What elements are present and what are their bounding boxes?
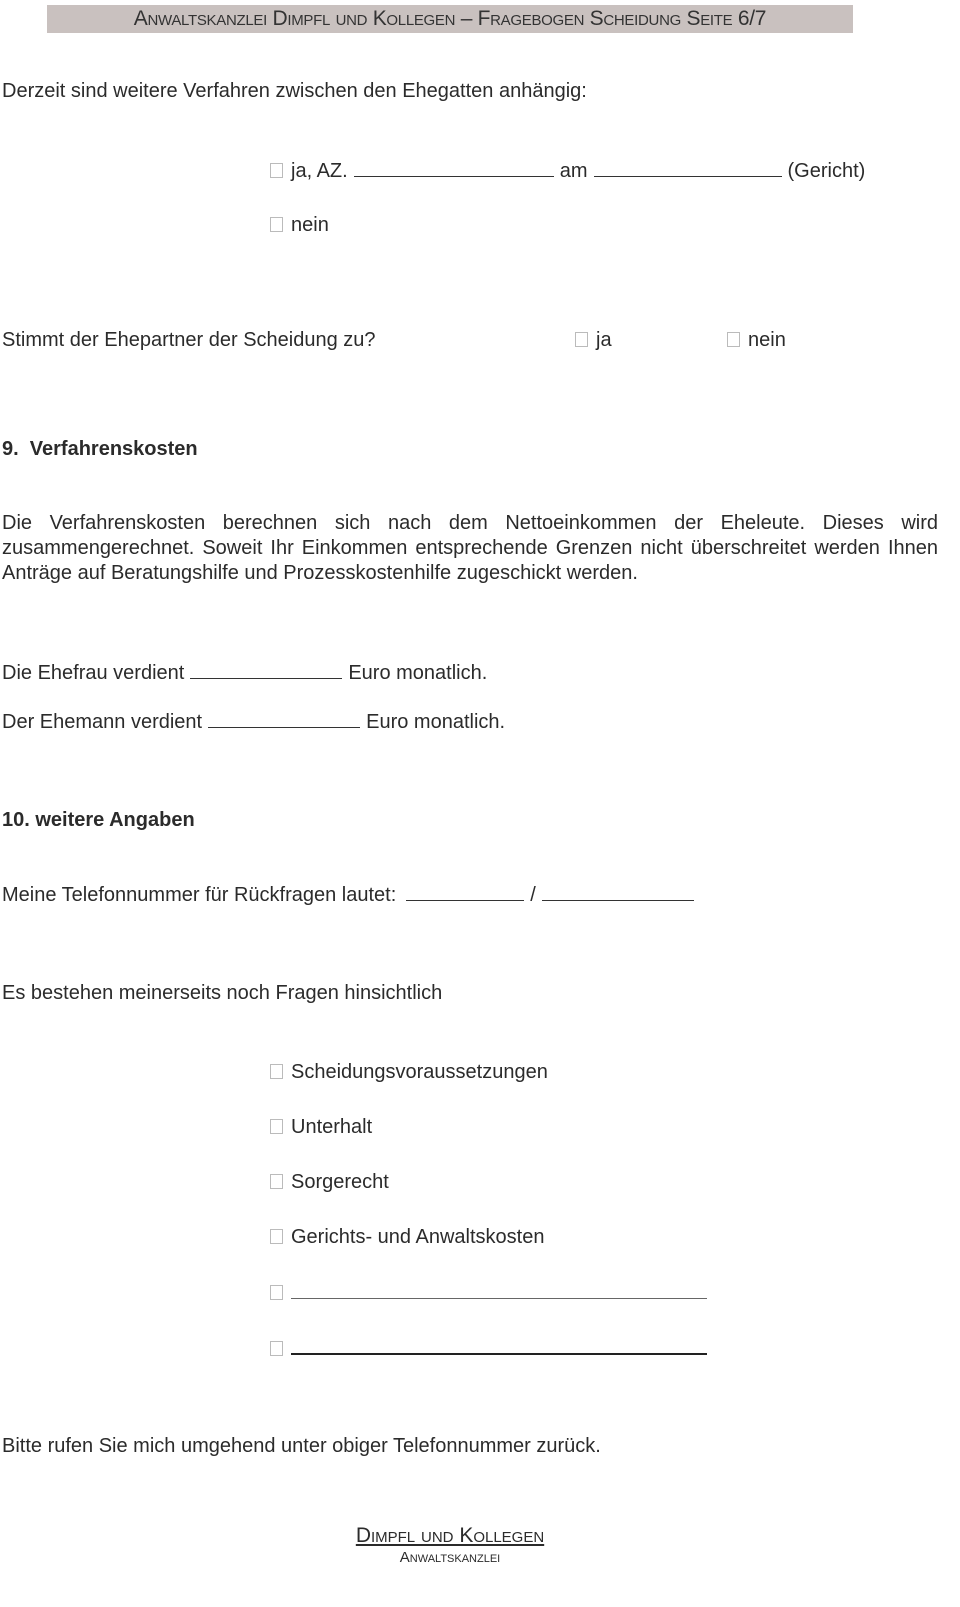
option-checkbox[interactable] — [270, 1064, 283, 1079]
verfahren-ja-row — [270, 158, 865, 183]
footer-name-wrap — [0, 1524, 900, 1548]
option-checkbox[interactable] — [270, 1229, 283, 1244]
am-label: am — [559, 160, 588, 182]
verfahren-question: Derzeit sind weitere Verfahren zwischen den Ehegatten anhängig: — [2, 80, 587, 102]
az-field[interactable] — [354, 158, 554, 177]
closing-text: Bitte rufen Sie mich umgehend unter obiger Telefonnummer zurück. — [2, 1435, 601, 1457]
ehefrau-income-row — [2, 660, 487, 685]
page-header: Anwaltskanzlei Dimpfl und Kollegen – Fragebogen Scheidung Seite 6/7 — [47, 5, 853, 33]
option-row-other — [270, 1280, 713, 1305]
euro-label: Euro monatlich. — [366, 711, 506, 733]
option-checkbox[interactable] — [270, 1119, 283, 1134]
ehemann-income-field[interactable] — [208, 709, 360, 728]
option-label: Gerichts- und Anwaltskosten — [291, 1226, 545, 1248]
phone-area-field[interactable] — [406, 882, 524, 901]
euro-label: Euro monatlich. — [348, 662, 488, 684]
nein-label: nein — [291, 214, 329, 236]
phone-separator: / — [530, 884, 536, 906]
ehefrau-label: Die Ehefrau verdient — [2, 662, 185, 684]
gericht-label: (Gericht) — [787, 160, 866, 182]
section-9-paragraph: Die Verfahrenskosten berechnen sich nach dem Nettoeinkommen der Eheleute. Dieses wird zusammengerechnet. Soweit Ihr Einkommen entsprechende Grenzen nicht überschreitet werden Ihnen Anträge auf Beratungshilfe und Prozesskostenhilfe zugeschickt werden. — [2, 512, 938, 584]
other-field[interactable] — [291, 1335, 707, 1355]
am-field[interactable] — [594, 158, 782, 177]
questions-intro: Es bestehen meinerseits noch Fragen hinsichtlich — [2, 982, 443, 1004]
option-label: Unterhalt — [291, 1116, 373, 1138]
footer-name: Dimpfl und Kollegen — [355, 1524, 545, 1547]
verfahren-nein-row — [270, 213, 329, 237]
option-label: Scheidungsvoraussetzungen — [291, 1061, 548, 1083]
ehemann-income-row — [2, 709, 505, 734]
zustimmung-ja-option — [575, 328, 612, 352]
zustimmung-nein-checkbox[interactable] — [727, 332, 740, 347]
zustimmung-ja-checkbox[interactable] — [575, 332, 588, 347]
option-row — [270, 1060, 548, 1084]
option-row — [270, 1170, 389, 1194]
zustimmung-nein-option — [727, 328, 786, 352]
phone-label: Meine Telefonnummer für Rückfragen lautet: — [2, 884, 397, 906]
verfahren-ja-checkbox[interactable] — [270, 163, 283, 178]
verfahren-nein-checkbox[interactable] — [270, 217, 283, 232]
ehemann-label: Der Ehemann verdient — [2, 711, 203, 733]
phone-number-field[interactable] — [542, 882, 694, 901]
section-10-heading: 10. weitere Angaben — [2, 809, 195, 831]
option-row — [270, 1115, 372, 1139]
ja-label: ja, AZ. — [291, 160, 348, 182]
phone-row — [2, 882, 700, 907]
option-row-other — [270, 1335, 713, 1361]
option-checkbox[interactable] — [270, 1285, 283, 1300]
option-row — [270, 1225, 544, 1249]
nein-label: nein — [748, 329, 786, 351]
ja-label: ja — [596, 329, 612, 351]
option-checkbox[interactable] — [270, 1341, 283, 1356]
option-label: Sorgerecht — [291, 1171, 389, 1193]
zustimmung-question: Stimmt der Ehepartner der Scheidung zu? — [2, 329, 376, 351]
option-checkbox[interactable] — [270, 1174, 283, 1189]
section-9-heading: 9. Verfahrenskosten — [2, 438, 198, 460]
footer-sub: Anwaltskanzlei — [399, 1549, 501, 1566]
ehefrau-income-field[interactable] — [190, 660, 342, 679]
other-field[interactable] — [291, 1280, 707, 1299]
